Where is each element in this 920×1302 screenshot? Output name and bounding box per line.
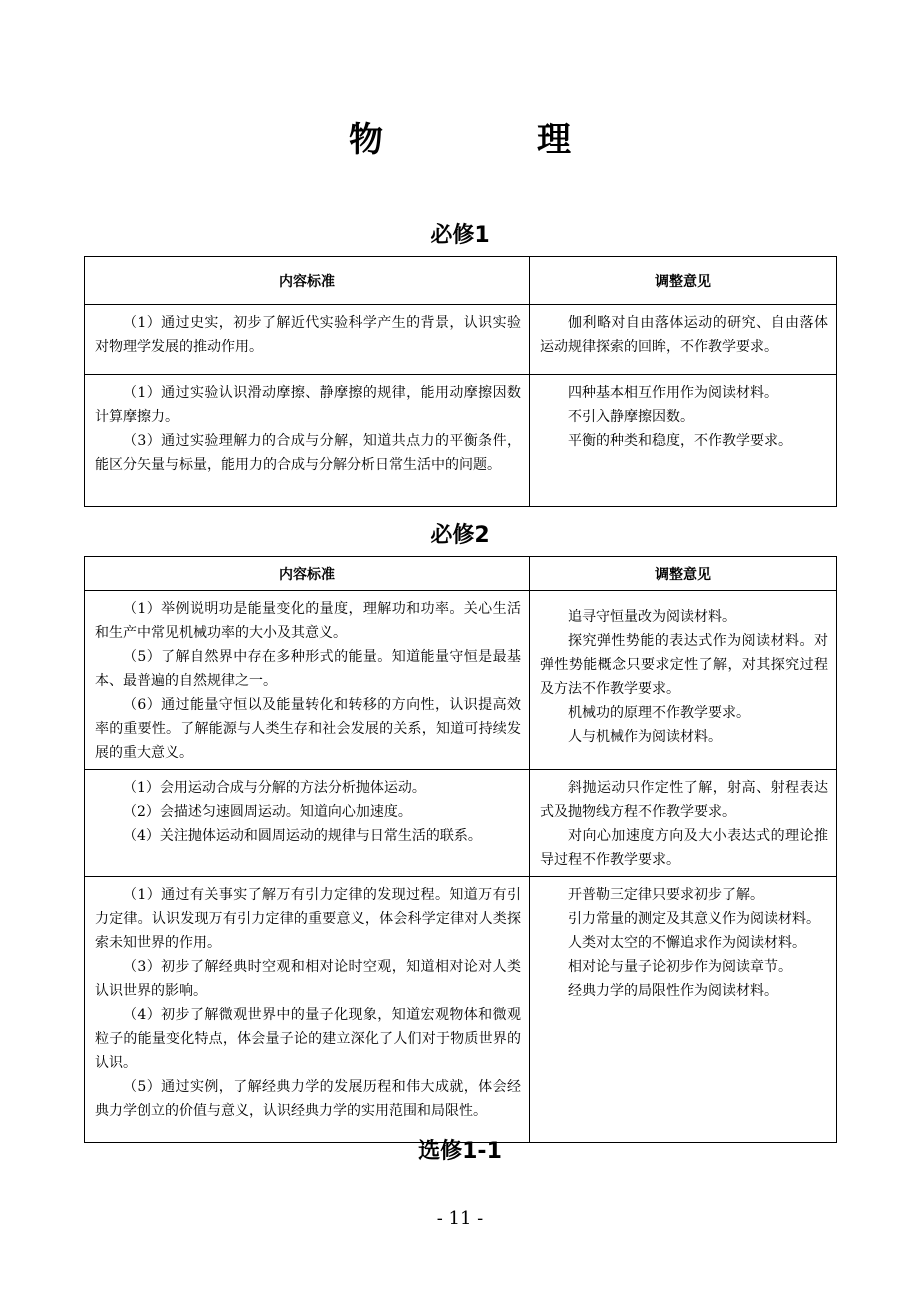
standard-text: （5）了解自然界中存在多种形式的能量。知道能量守恒是最基本、最普遍的自然规律之一。 bbox=[95, 649, 521, 689]
standard-text: （3）初步了解经典时空观和相对论时空观，知道相对论对人类认识世界的影响。 bbox=[95, 959, 521, 999]
header-adjustment: 调整意见 bbox=[530, 557, 837, 591]
adjustment-text: 引力常量的测定及其意义作为阅读材料。 bbox=[568, 911, 820, 927]
page-title: 物 理 bbox=[349, 120, 631, 160]
standard-text: （6）通过能量守恒以及能量转化和转移的方向性，认识提高效率的重要性。了解能源与人类生存和社会发展的关系，知道可持续发展的重大意义。 bbox=[95, 697, 521, 761]
row-right-cell bbox=[530, 591, 837, 770]
table-bixiu1 bbox=[84, 256, 837, 507]
row-left-cell bbox=[85, 591, 530, 770]
adjustment-text: 经典力学的局限性作为阅读材料。 bbox=[568, 983, 778, 999]
adjustment-text: 对向心加速度方向及大小表达式的理论推导过程不作教学要求。 bbox=[540, 828, 828, 868]
table-row bbox=[85, 877, 837, 1143]
adjustment-text: 伽利略对自由落体运动的研究、自由落体运动规律探索的回眸，不作教学要求。 bbox=[540, 315, 828, 355]
standard-text: （1）通过实验认识滑动摩擦、静摩擦的规律，能用动摩擦因数计算摩擦力。 bbox=[95, 385, 521, 425]
header-content-standard: 内容标准 bbox=[85, 257, 530, 305]
row-right-cell bbox=[530, 770, 837, 877]
standard-text: （5）通过实例，了解经典力学的发展历程和伟大成就，体会经典力学创立的价值与意义，认识经典力学的实用范围和局限性。 bbox=[95, 1079, 521, 1119]
adjustment-text: 追寻守恒量改为阅读材料。 bbox=[568, 609, 736, 625]
standard-text: （1）会用运动合成与分解的方法分析抛体运动。 bbox=[123, 780, 426, 796]
adjustment-text: 平衡的种类和稳度，不作教学要求。 bbox=[568, 433, 792, 449]
standard-text: （4）关注抛体运动和圆周运动的规律与日常生活的联系。 bbox=[123, 828, 482, 844]
row-right-cell bbox=[530, 877, 837, 1143]
table-row bbox=[85, 770, 837, 877]
adjustment-text: 开普勒三定律只要求初步了解。 bbox=[568, 887, 764, 903]
adjustment-text: 相对论与量子论初步作为阅读章节。 bbox=[568, 959, 792, 975]
row-left-cell bbox=[85, 877, 530, 1143]
row-left-cell bbox=[85, 305, 530, 375]
table-row bbox=[85, 305, 837, 375]
header-adjustment: 调整意见 bbox=[530, 257, 837, 305]
standard-text: （3）通过实验理解力的合成与分解，知道共点力的平衡条件，能区分矢量与标量，能用力的合成与分解分析日常生活中的问题。 bbox=[95, 433, 521, 473]
adjustment-text: 人类对太空的不懈追求作为阅读材料。 bbox=[568, 935, 806, 951]
row-left-cell bbox=[85, 770, 530, 877]
standard-text: （1）通过有关事实了解万有引力定律的发现过程。知道万有引力定律。认识发现万有引力定律的重要意义，体会科学定律对人类探索未知世界的作用。 bbox=[95, 887, 521, 951]
table-header-row bbox=[85, 257, 837, 305]
table-bixiu2 bbox=[84, 556, 837, 1143]
adjustment-text: 机械功的原理不作教学要求。 bbox=[568, 705, 750, 721]
adjustment-text: 探究弹性势能的表达式作为阅读材料。对弹性势能概念只要求定性了解，对其探究过程及方法不作教学要求。 bbox=[540, 633, 828, 697]
adjustment-text: 不引入静摩擦因数。 bbox=[568, 409, 694, 425]
row-right-cell bbox=[530, 375, 837, 507]
section-title-bixiu1: 必修1 bbox=[430, 223, 490, 248]
row-right-cell bbox=[530, 305, 837, 375]
section-title-bixiu2: 必修2 bbox=[430, 523, 490, 548]
adjustment-text: 四种基本相互作用作为阅读材料。 bbox=[568, 385, 778, 401]
table-row bbox=[85, 591, 837, 770]
standard-text: （1）通过史实，初步了解近代实验科学产生的背景，认识实验对物理学发展的推动作用。 bbox=[95, 315, 521, 355]
page-number: - 11 - bbox=[436, 1208, 484, 1229]
table-row bbox=[85, 375, 837, 507]
row-left-cell bbox=[85, 375, 530, 507]
header-content-standard: 内容标准 bbox=[85, 557, 530, 591]
standard-text: （2）会描述匀速圆周运动。知道向心加速度。 bbox=[123, 804, 412, 820]
adjustment-text: 人与机械作为阅读材料。 bbox=[568, 729, 722, 745]
adjustment-text: 斜抛运动只作定性了解，射高、射程表达式及抛物线方程不作教学要求。 bbox=[540, 780, 828, 820]
section-title-xuanxiu1-1: 选修1-1 bbox=[418, 1139, 502, 1164]
table-header-row bbox=[85, 557, 837, 591]
standard-text: （1）举例说明功是能量变化的量度，理解功和功率。关心生活和生产中常见机械功率的大小及其意义。 bbox=[95, 601, 521, 641]
standard-text: （4）初步了解微观世界中的量子化现象，知道宏观物体和微观粒子的能量变化特点，体会量子论的建立深化了人们对于物质世界的认识。 bbox=[95, 1007, 521, 1071]
